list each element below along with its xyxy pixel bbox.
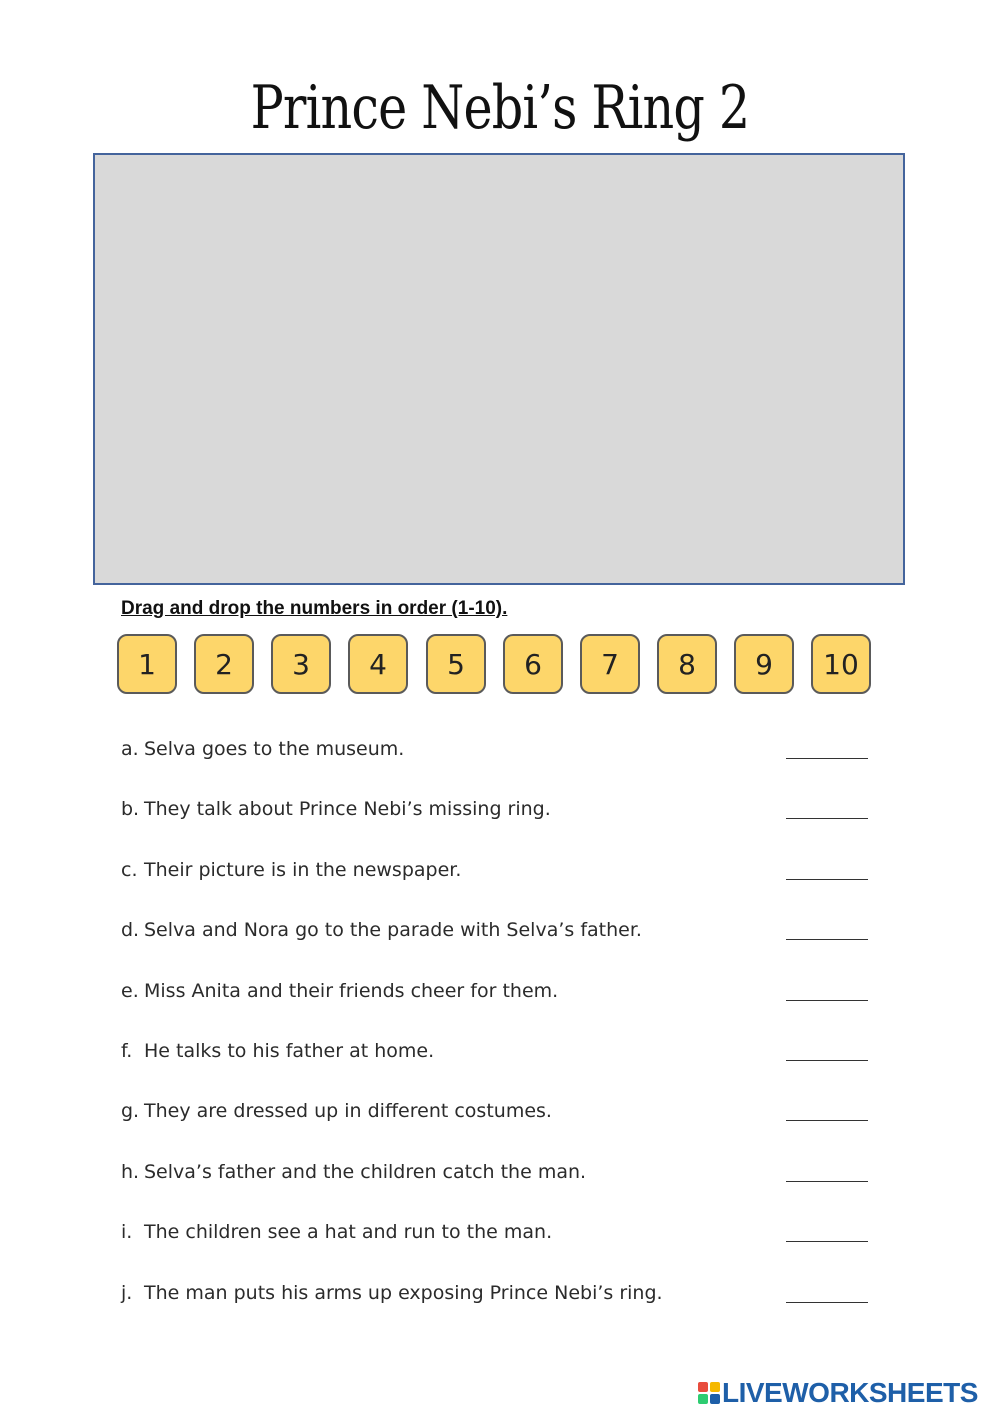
number-tile-5[interactable]: 5 — [426, 634, 486, 694]
story-image-placeholder — [93, 153, 905, 585]
answer-drop-zone-d[interactable] — [786, 939, 868, 940]
item-letter: i. — [121, 1221, 133, 1243]
sentence-item-a — [121, 738, 881, 768]
answer-drop-zone-c[interactable] — [786, 879, 868, 880]
item-letter: e. — [121, 980, 139, 1002]
item-text: He talks to his father at home. — [144, 1040, 435, 1062]
item-text: Selva’s father and the children catch the man. — [144, 1161, 587, 1183]
number-tile-1[interactable]: 1 — [117, 634, 177, 694]
sentence-item-i — [121, 1221, 881, 1251]
item-text: They are dressed up in different costumes. — [144, 1100, 552, 1122]
answer-drop-zone-g[interactable] — [786, 1120, 868, 1121]
item-text: The children see a hat and run to the man. — [144, 1221, 553, 1243]
item-text: The man puts his arms up exposing Prince Nebi’s ring. — [144, 1282, 663, 1304]
number-tile-2[interactable]: 2 — [194, 634, 254, 694]
sentence-item-e — [121, 980, 881, 1010]
item-letter: f. — [121, 1040, 133, 1062]
instruction-text: Drag and drop the numbers in order (1-10). — [121, 598, 508, 619]
sentence-item-b — [121, 798, 881, 828]
page-title: Prince Nebi’s Ring 2 — [250, 73, 750, 143]
number-tile-10[interactable]: 10 — [811, 634, 871, 694]
item-text: Selva and Nora go to the parade with Selva’s father. — [144, 919, 642, 941]
liveworksheets-logo-icon — [698, 1382, 720, 1404]
number-tile-4[interactable]: 4 — [348, 634, 408, 694]
answer-drop-zone-h[interactable] — [786, 1181, 868, 1182]
item-text: Their picture is in the newspaper. — [144, 859, 462, 881]
item-letter: b. — [121, 798, 140, 820]
answer-drop-zone-b[interactable] — [786, 818, 868, 819]
answer-drop-zone-e[interactable] — [786, 1000, 868, 1001]
answer-drop-zone-a[interactable] — [786, 758, 868, 759]
item-letter: h. — [121, 1161, 140, 1183]
liveworksheets-logo — [698, 1378, 978, 1408]
sentence-item-j — [121, 1282, 881, 1312]
number-tile-3[interactable]: 3 — [271, 634, 331, 694]
sentence-item-d — [121, 919, 881, 949]
item-letter: d. — [121, 919, 140, 941]
item-text: Selva goes to the museum. — [144, 738, 405, 760]
number-tile-7[interactable]: 7 — [580, 634, 640, 694]
number-tile-8[interactable]: 8 — [657, 634, 717, 694]
brand-name: LIVEWORKSHEETS — [722, 1377, 978, 1408]
sentence-item-f — [121, 1040, 881, 1070]
item-text: Miss Anita and their friends cheer for them. — [144, 980, 559, 1002]
sentence-item-h — [121, 1161, 881, 1191]
answer-drop-zone-i[interactable] — [786, 1241, 868, 1242]
item-letter: g. — [121, 1100, 140, 1122]
answer-drop-zone-j[interactable] — [786, 1302, 868, 1303]
number-tile-9[interactable]: 9 — [734, 634, 794, 694]
number-tile-6[interactable]: 6 — [503, 634, 563, 694]
item-text: They talk about Prince Nebi’s missing ring. — [144, 798, 551, 820]
item-letter: a. — [121, 738, 139, 760]
item-letter: j. — [121, 1282, 133, 1304]
sentence-item-c — [121, 859, 881, 889]
item-letter: c. — [121, 859, 138, 881]
answer-drop-zone-f[interactable] — [786, 1060, 868, 1061]
sentence-item-g — [121, 1100, 881, 1130]
